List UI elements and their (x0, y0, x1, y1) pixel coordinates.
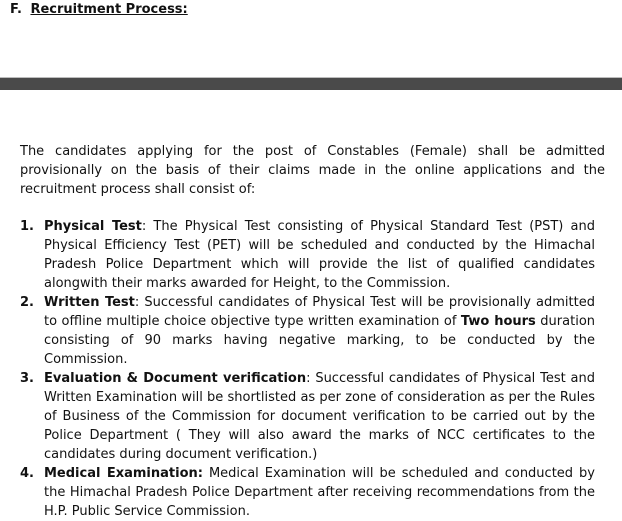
step-title: Written Test (44, 295, 135, 310)
step-text: : Successful candidates of Physical Test will be provisionally admitted to offline multiple choice objective type written examination of (44, 295, 595, 329)
step-emphasis: Two hours (460, 314, 536, 329)
step-number: 1. (20, 219, 34, 234)
step-number: 4. (20, 466, 34, 481)
recruitment-steps-list (20, 217, 595, 521)
section-title: Recruitment Process: (30, 2, 188, 17)
step-number: 2. (20, 295, 34, 310)
section-heading (10, 2, 188, 17)
step-written-test (20, 293, 595, 369)
step-text: duration consisting of 90 marks having negative marking, to be conducted by the Commission. (44, 314, 596, 367)
step-text: : The Physical Test consisting of Physical Standard Test (PST) and Physical Efficiency Test (PET) will be scheduled and conducted by the Himachal Pradesh Police Department which will provide the list of qualified candidates alongwith their marks awarded for Height, to the Commission. (44, 219, 595, 291)
step-title: Medical Examination: (44, 466, 203, 481)
section-letter: F. (10, 2, 22, 17)
step-title: Physical Test (44, 219, 142, 234)
step-evaluation-document-verification (20, 369, 595, 464)
step-number: 3. (20, 371, 34, 386)
divider-bar (0, 77, 622, 90)
step-title: Evaluation & Document verification (44, 371, 307, 386)
step-physical-test (20, 217, 595, 293)
step-text: Medical Examination will be scheduled and conducted by the Himachal Pradesh Police Department after receiving recommendations from the H.P. Public Service Commission. (44, 466, 595, 519)
step-text: : Successful candidates of Physical Test and Written Examination will be shortlisted as per zone of consideration as per the Rules of Business of the Commission for document verification to be carried out by the Police Department ( They will also award the marks of NCC certificates to the candidates during document verification.) (44, 371, 595, 462)
intro-paragraph: The candidates applying for the post of Constables (Female) shall be admitted provisionally on the basis of their claims made in the online applications and the recruitment process shall consist of: (20, 144, 605, 197)
step-medical-examination (20, 464, 595, 521)
